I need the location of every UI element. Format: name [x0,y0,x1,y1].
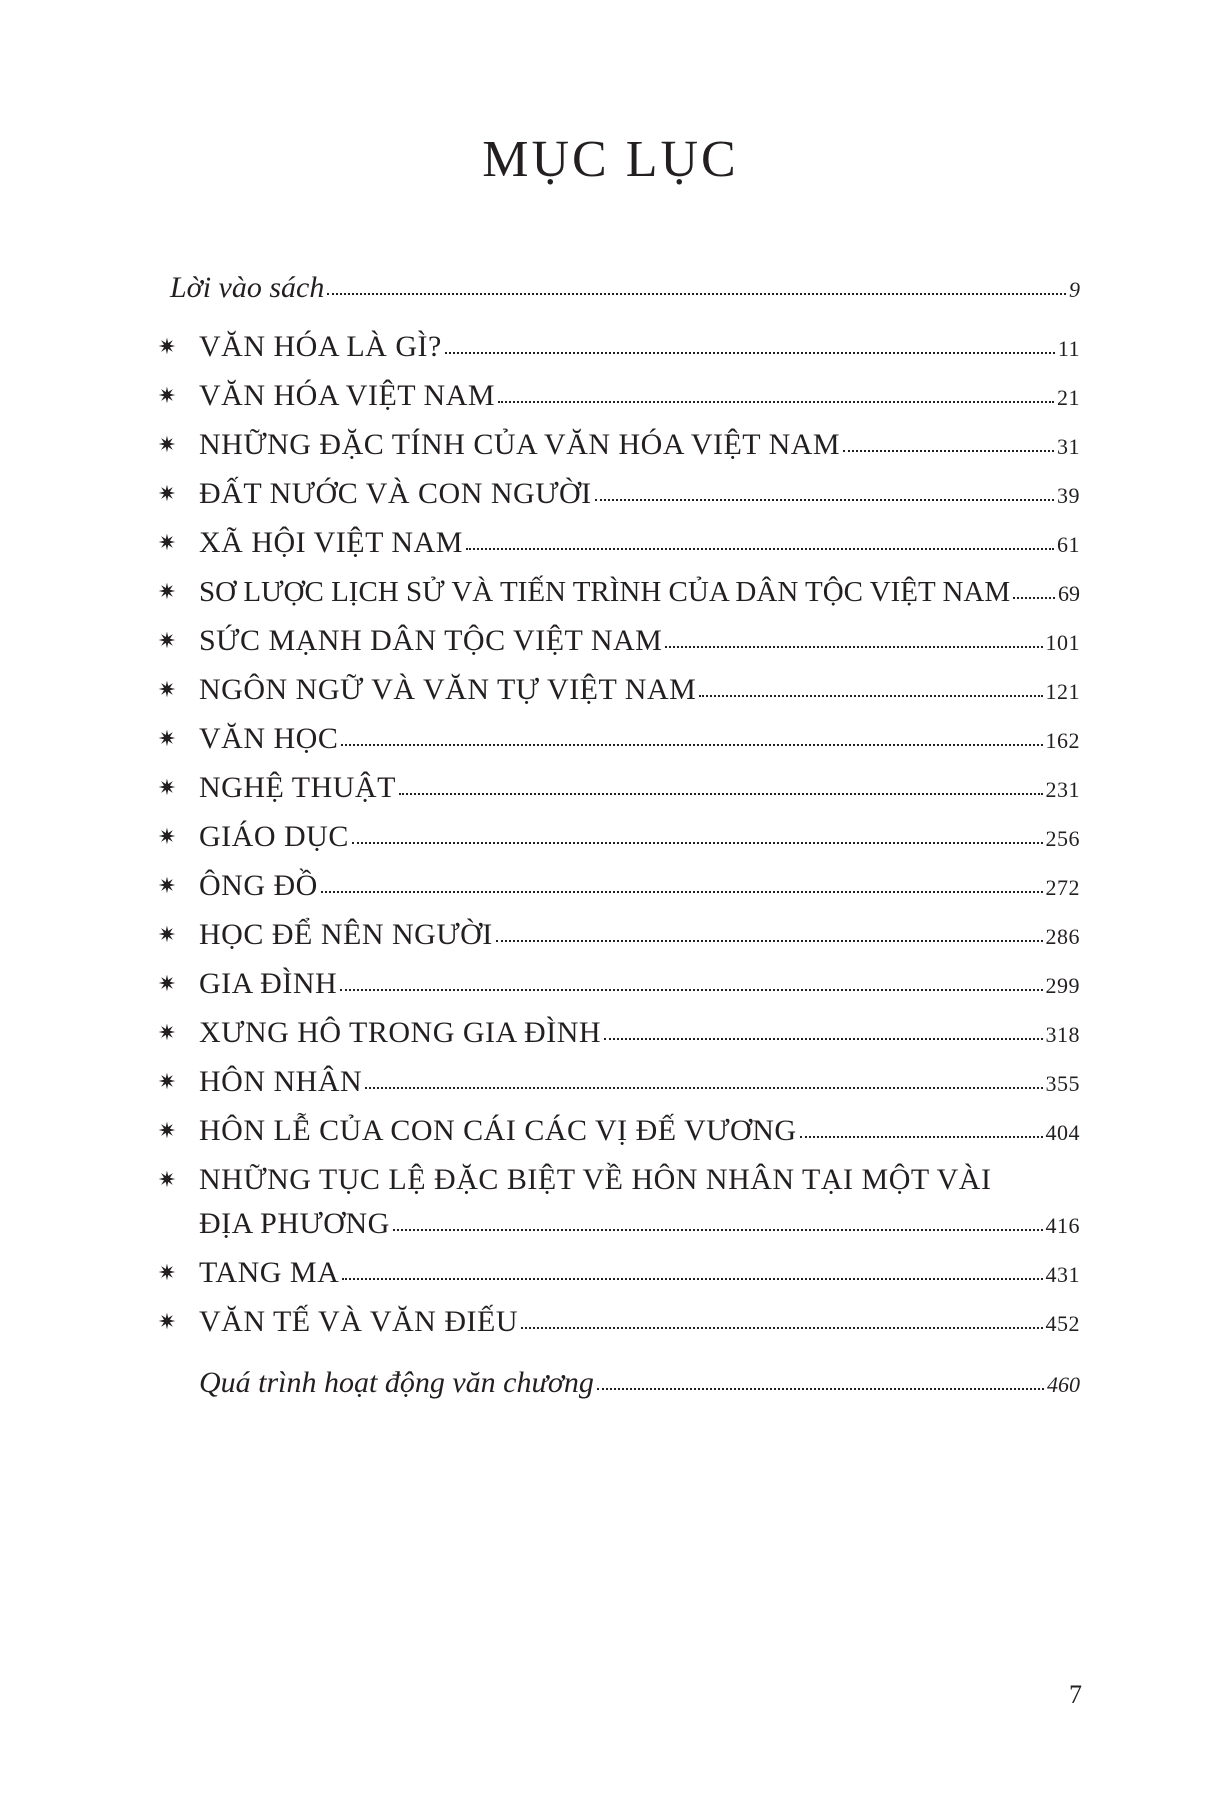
toc-entry-page: 256 [1045,826,1080,851]
dot-leader [496,938,1043,942]
toc-line [199,621,1080,663]
toc-entry-page: 404 [1045,1120,1080,1145]
dot-leader [498,399,1054,403]
dot-leader [466,546,1054,550]
dot-leader [341,742,1042,746]
star-bullet-icon: ✷ [157,1069,177,1094]
toc-entry-page: 162 [1045,728,1080,753]
toc-entry-title: Lời vào sách [170,271,325,304]
toc-line [199,376,1080,418]
toc-entry-title: SỨC MẠNH DÂN TỘC VIỆT NAM [199,624,663,657]
dot-leader [1013,595,1055,599]
dot-leader [699,693,1042,697]
toc-line [199,572,1080,614]
toc-entry-title: VĂN HÓA VIỆT NAM [199,379,496,412]
dot-leader [365,1085,1042,1089]
toc-entry-title: VĂN HỌC [199,722,339,755]
toc-entry-title: HỌC ĐỂ NÊN NGƯỜI [199,918,493,951]
toc-entry-page: 460 [1047,1372,1080,1397]
toc-entry-page: 272 [1045,875,1080,900]
dot-leader [604,1036,1042,1040]
toc-entry-title: NHỮNG ĐẶC TÍNH CỦA VĂN HÓA VIỆT NAM [199,428,841,461]
star-bullet-icon: ✷ [157,677,177,702]
star-bullet-icon: ✷ [157,383,177,408]
star-bullet-icon: ✷ [157,1167,177,1192]
dot-leader [327,291,1066,295]
star-bullet-icon: ✷ [157,1118,177,1143]
toc-line [199,719,1080,761]
toc-entry-page: 286 [1045,924,1080,949]
toc-entry-page: 299 [1045,973,1080,998]
dot-leader [595,497,1054,501]
toc-entry-title: GIÁO DỤC [199,820,349,853]
toc-entry-page: 69 [1058,581,1080,606]
toc-line [199,523,1080,565]
toc-line [199,425,1080,467]
toc-line [199,768,1080,810]
toc-entry-page: 101 [1045,630,1080,655]
star-bullet-icon: ✷ [157,579,177,604]
toc-entry-page: 61 [1057,532,1080,557]
toc-entry-title: NGHỆ THUẬT [199,771,396,804]
toc-entry-page: 416 [1045,1213,1080,1238]
dot-leader [399,791,1043,795]
toc-line [199,1253,1080,1295]
star-bullet-icon: ✷ [157,775,177,800]
toc-entry-page: 39 [1057,483,1080,508]
toc-entry-page: 452 [1045,1311,1080,1336]
toc-entry-page: 21 [1057,385,1080,410]
toc-entry-title: VĂN HÓA LÀ GÌ? [199,330,442,363]
star-bullet-icon: ✷ [157,628,177,653]
dot-leader [800,1134,1043,1138]
star-bullet-icon: ✷ [157,726,177,751]
star-bullet-icon: ✷ [157,1260,177,1285]
toc-entry-page: 11 [1057,336,1080,361]
toc-line [199,817,1080,859]
dot-leader [521,1325,1043,1329]
toc-entry-page: 9 [1069,277,1080,302]
star-bullet-icon: ✷ [157,971,177,996]
star-bullet-icon: ✷ [157,530,177,555]
toc-entry-title: VĂN TẾ VÀ VĂN ĐIẾU [199,1305,518,1338]
dot-leader [665,644,1042,648]
toc-entry-title: ÔNG ĐỒ [199,869,318,902]
toc-entry-page: 121 [1045,679,1080,704]
toc-entry-page: 31 [1057,434,1080,459]
toc-entry-title: HÔN LỄ CỦA CON CÁI CÁC VỊ ĐẾ VƯƠNG [199,1114,797,1147]
toc-entry-page: 231 [1045,777,1080,802]
dot-leader [843,448,1054,452]
dot-leader [597,1386,1044,1390]
toc-entry-title: ĐẤT NƯỚC VÀ CON NGƯỜI [199,477,592,510]
toc-entry-title: Quá trình hoạt động văn chương [199,1366,594,1399]
dot-leader [352,840,1043,844]
toc-entry-title: SƠ LƯỢC LỊCH SỬ VÀ TIẾN TRÌNH CỦA DÂN TỘC VIỆT NAM [199,576,1011,608]
toc-line [199,1062,1080,1104]
toc-line [199,964,1080,1006]
dot-leader [321,889,1043,893]
toc-line [199,1204,1080,1246]
toc-entry-title: GIA ĐÌNH [199,967,338,1000]
toc-line [199,1111,1080,1153]
toc-line [199,866,1080,908]
star-bullet-icon: ✷ [157,481,177,506]
toc-line [199,670,1080,712]
toc-entry-title: TANG MA [199,1256,340,1289]
star-bullet-icon: ✷ [157,824,177,849]
dot-leader [393,1227,1043,1231]
toc-entry-page: 431 [1045,1262,1080,1287]
toc-line [170,268,1080,310]
toc-entry-page: 318 [1045,1022,1080,1047]
star-bullet-icon: ✷ [157,334,177,359]
toc-entry-title: HÔN NHÂN [199,1065,363,1098]
toc-line [199,474,1080,516]
page-title: MỤC LỤC [482,131,739,188]
toc-entry-page: 355 [1045,1071,1080,1096]
dot-leader [445,350,1055,354]
toc-line [199,1363,1080,1405]
toc-entry-title-line1: NHỮNG TỤC LỆ ĐẶC BIỆT VỀ HÔN NHÂN TẠI MỘT VÀI [199,1163,992,1196]
page-number: 7 [1069,1680,1082,1709]
toc-line [199,1302,1080,1344]
star-bullet-icon: ✷ [157,873,177,898]
dot-leader [342,1276,1042,1280]
star-bullet-icon: ✷ [157,922,177,947]
toc-entry-title: XÃ HỘI VIỆT NAM [199,526,463,559]
dot-leader [340,987,1042,991]
star-bullet-icon: ✷ [157,1309,177,1334]
star-bullet-icon: ✷ [157,432,177,457]
toc-entry-title: ĐỊA PHƯƠNG [199,1207,390,1240]
toc-line [199,327,1080,369]
star-bullet-icon: ✷ [157,1020,177,1045]
toc-line [199,1013,1080,1055]
toc-entry-title: NGÔN NGỮ VÀ VĂN TỰ VIỆT NAM [199,673,697,706]
toc-line [199,915,1080,957]
toc-entry-title: XƯNG HÔ TRONG GIA ĐÌNH [199,1016,602,1049]
